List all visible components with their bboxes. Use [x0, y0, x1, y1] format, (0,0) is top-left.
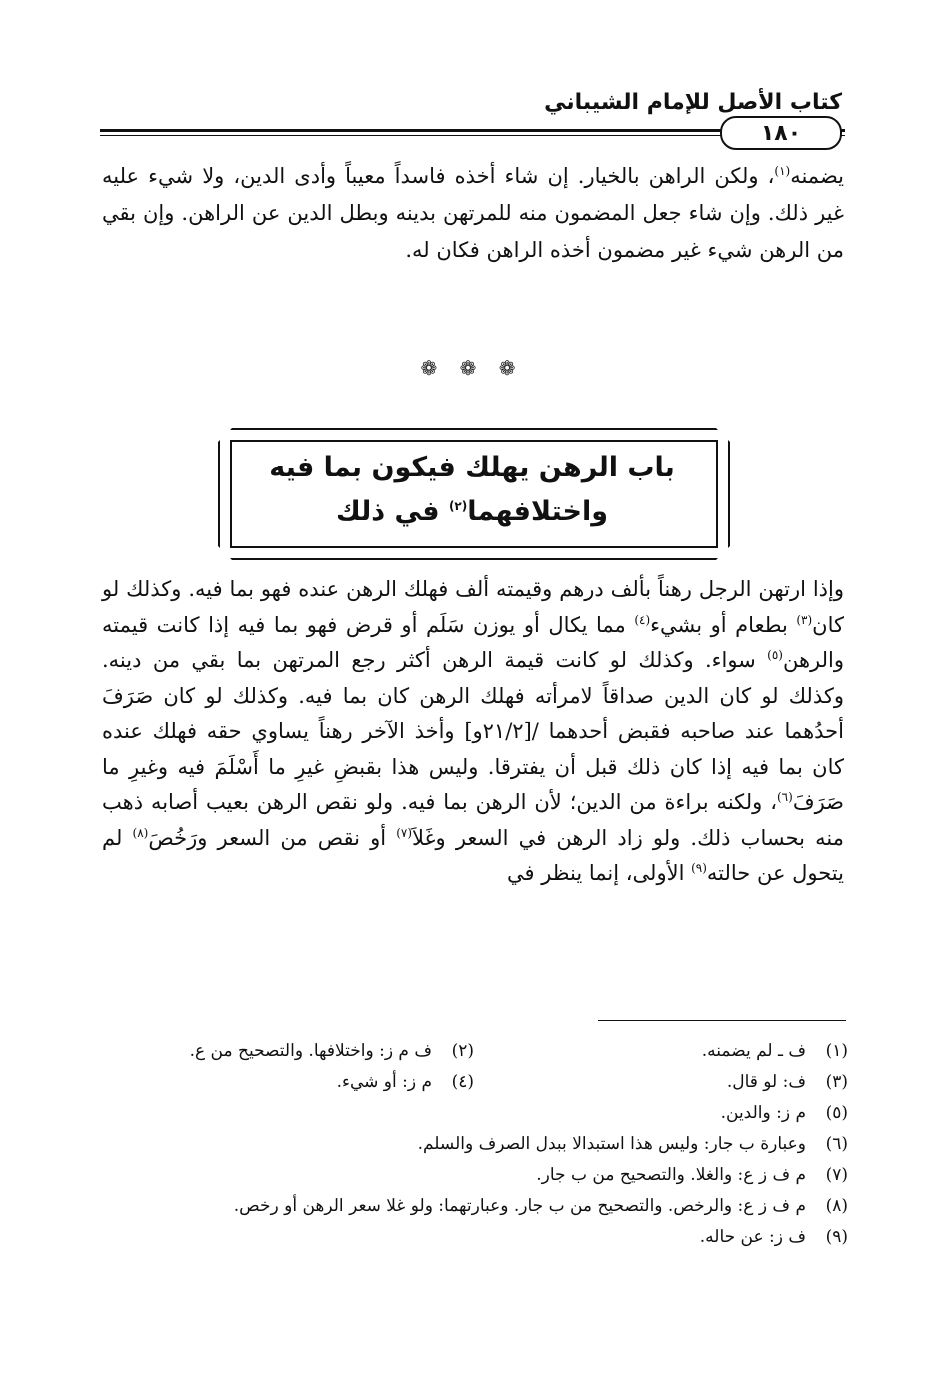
body-text-3: مما يكال أو يوزن سَلَم أو قرض فهو بما فيه إذا كانت قيمته والرهن	[102, 612, 844, 672]
footnote-4	[100, 1067, 474, 1098]
body-text-2: بطعام أو بشيء	[650, 612, 797, 637]
footnote-ref-1: (١)	[774, 164, 791, 178]
footnote-8	[100, 1191, 848, 1222]
chapter-heading	[230, 446, 714, 534]
intro-text-2: ، ولكن الراهن بالخيار. إن شاء أخذه فاسداً معيباً وأدى الدين، ولا شيء عليه غير ذلك. وإن شاء جعل المضمون منه للمرتهن بدينه وبطل الدين عن الراهن. وإن بقي من الرهن شيء غير مضمون أخذه الراهن فكان له.	[102, 164, 844, 262]
body-text-7: لم يتحول عن حالته	[102, 825, 844, 885]
footnote-number: (٧)	[825, 1165, 848, 1185]
footnote-5	[100, 1098, 848, 1129]
footnote-text: ف: لو قال.	[726, 1072, 806, 1092]
footnote-ref-8: (٨)	[132, 825, 149, 840]
chapter-heading-line-2-text: واختلافهما	[467, 496, 608, 527]
footnote-row	[100, 1067, 848, 1098]
page-number: ١٨٠	[720, 116, 842, 150]
footnote-number: (٩)	[825, 1227, 848, 1247]
footnote-number: (٢)	[451, 1041, 474, 1061]
footnotes	[100, 1036, 848, 1253]
intro-text-1: يضمنه	[790, 164, 844, 188]
footnote-9	[100, 1222, 848, 1253]
chapter-heading-line-1: باب الرهن يهلك فيكون بما فيه	[269, 452, 675, 483]
footnote-ref-4: (٤)	[634, 612, 651, 627]
footnote-6	[100, 1129, 848, 1160]
footnote-ref-2: (٢)	[448, 499, 468, 513]
footnote-text: م ز: والدين.	[720, 1103, 806, 1123]
intro-paragraph	[102, 158, 844, 269]
footnote-number: (١)	[825, 1041, 848, 1061]
footnote-ref-7: (٧)	[396, 825, 413, 840]
footnote-text: م ف ز ع: والرخص. والتصحيح من ب جار. وعبارتهما: ولو غلا سعر الرهن أو رخص.	[233, 1196, 806, 1216]
body-text-6: أو نقص من السعر ورَخُصَ	[148, 825, 397, 850]
running-header-title: كتاب الأصل للإمام الشيباني	[544, 90, 842, 115]
footnote-text: ف م ز: واختلافها. والتصحيح من ع.	[189, 1041, 432, 1061]
footnote-ref-6: (٦)	[776, 790, 793, 804]
footnote-number: (٤)	[451, 1072, 474, 1092]
chapter-heading-line-2-end: في ذلك	[336, 496, 449, 527]
footnote-ref-9: (٩)	[691, 861, 707, 875]
section-separator-ornament: ❁ ❁ ❁	[420, 356, 524, 380]
footnote-text: م ف ز ع: والغلا. والتصحيح من ب جار.	[536, 1165, 806, 1185]
footnote-ref-5: (٥)	[767, 648, 783, 662]
footnote-separator-rule	[598, 1020, 846, 1021]
footnote-2	[100, 1036, 474, 1067]
footnote-text: وعبارة ب جار: وليس هذا استبدالا ببدل الصرف والسلم.	[417, 1134, 806, 1154]
footnote-3	[474, 1067, 848, 1098]
footnote-text: م ز: أو شيء.	[336, 1072, 432, 1092]
footnote-ref-3: (٣)	[796, 612, 813, 627]
body-text-1: وإذا ارتهن الرجل رهناً بألف درهم وقيمته ألف فهلك الرهن عنده فهو بما فيه. وكذلك لو كان	[102, 577, 844, 637]
body-paragraph	[102, 572, 844, 892]
body-text-4: سواء. وكذلك لو كانت قيمة الرهن أكثر رجع المرتهن بما بقي من دينه. وكذلك لو كان الدين صداقاً لامرأته فهلك الرهن كان بما فيه. وكذلك لو كان صَرَفَ أحدُهما عند صاحبه فقبض أحدهما /[٢١/٢و] وأخذ الآخر رهناً يساوي حقه فهلك عنده كان بما فيه إذا كان ذلك قبل أن يفترقا. وليس هذا بقبضِ غيرِ ما أَسْلَمَ فيه وغيرِ ما صَرَفَ	[102, 648, 844, 814]
footnote-number: (٦)	[825, 1134, 848, 1154]
footnote-1	[474, 1036, 848, 1067]
footnote-text: ف ـ لم يضمنه.	[701, 1041, 806, 1061]
body-text-8: الأولى، إنما ينظر في	[506, 861, 692, 885]
footnote-number: (٨)	[825, 1196, 848, 1216]
body-text-5: ، ولكنه براءة من الدين؛ لأن الرهن بما فيه. ولو نقص الرهن بعيب أصابه ذهب منه بحساب ذلك. ولو زاد الرهن في السعر وغَلاَ	[102, 790, 844, 850]
footnote-number: (٣)	[825, 1072, 848, 1092]
footnote-number: (٥)	[825, 1103, 848, 1123]
footnote-text: ف ز: عن حاله.	[699, 1227, 806, 1247]
footnote-row	[100, 1036, 848, 1067]
footnote-7	[100, 1160, 848, 1191]
chapter-heading-line-2	[230, 490, 714, 534]
